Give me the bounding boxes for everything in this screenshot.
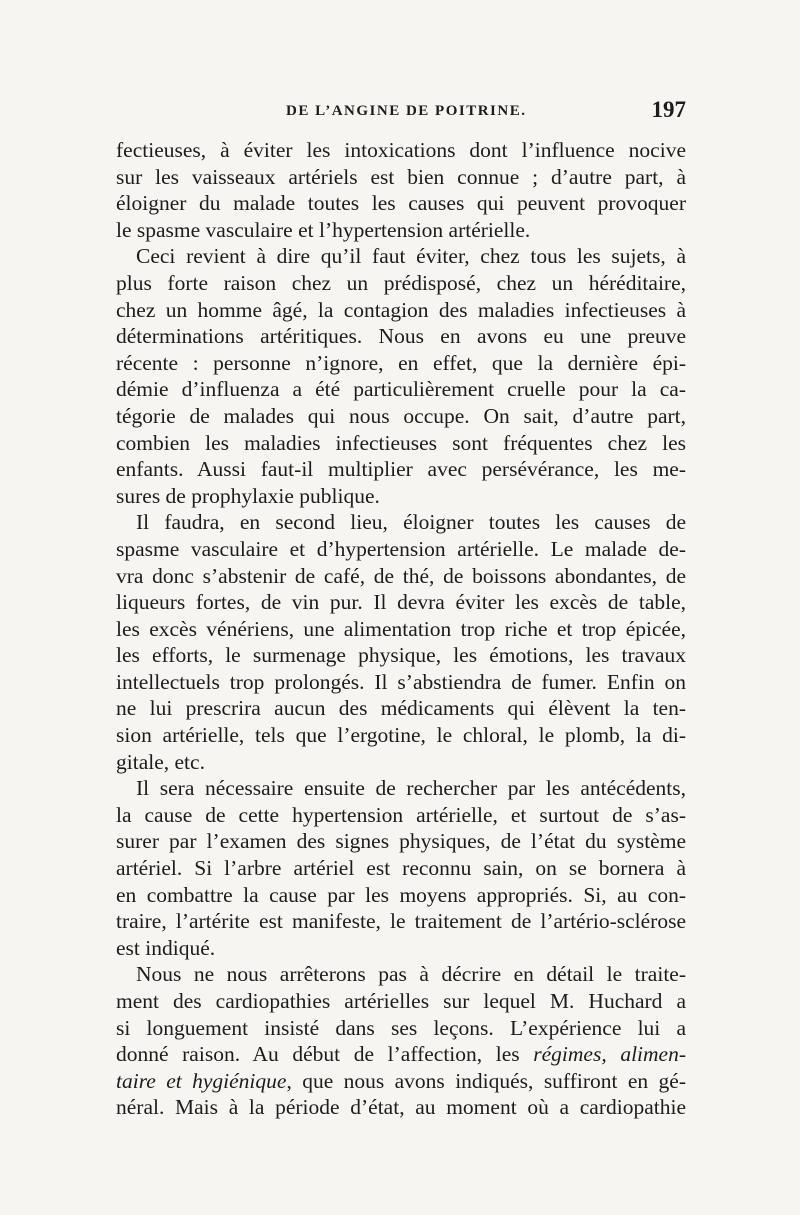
text-line: liqueurs fortes, de vin pur. Il devra éviter les excès de table,: [116, 590, 686, 615]
text-line: surer par l’examen des signes physiques, de l’état du système: [116, 829, 686, 854]
text-line: Nous ne nous arrêterons pas à décrire en détail le traite-: [136, 962, 686, 987]
text-line: est indiqué.: [116, 935, 216, 960]
text-line: ment des cardiopathies artérielles sur lequel M. Huchard a: [116, 989, 686, 1013]
text-line: en combattre la cause par les moyens appropriés. Si, au con-: [116, 882, 686, 907]
running-title: DE L’ANGINE DE POITRINE.: [286, 103, 527, 119]
body-text: [116, 137, 686, 1121]
text-line: sur les vaisseaux artériels est bien connue ; d’autre part, à: [116, 164, 686, 189]
text-line: si longuement insisté dans ses leçons. L’expérience lui a: [116, 1015, 686, 1040]
text-span: , que nous avons indiqués, suffiront en gé-: [286, 1068, 686, 1093]
text-line: Il faudra, en second lieu, éloigner toutes les causes de: [136, 510, 686, 535]
text-line: traire, l’artérite est manifeste, le traitement de l’artério-sclérose: [116, 909, 686, 934]
text-line: spasme vasculaire et d’hypertension artérielle. Le malade de-: [116, 536, 686, 561]
text-line: sures de prophylaxie publique.: [116, 483, 380, 508]
running-head: [116, 97, 686, 125]
text-line: déterminations artéritiques. Nous en avons eu une preuve: [116, 324, 686, 349]
text-line: plus forte raison chez un prédisposé, chez un héréditaire,: [116, 270, 686, 295]
text-line: récente : personne n’ignore, en effet, que la dernière épi-: [116, 350, 686, 375]
text-line: démie d’influenza a été particulièrement cruelle pour la ca-: [116, 377, 686, 402]
italic-text: régimes, alimen-: [533, 1042, 686, 1067]
text-line: le spasme vasculaire et l’hypertension artérielle.: [116, 217, 531, 242]
text-line: néral. Mais à la période d’état, au moment où a cardiopathie: [116, 1095, 686, 1120]
text-line: les efforts, le surmenage physique, les émotions, les travaux: [116, 643, 686, 668]
text-line: combien les maladies infectieuses sont fréquentes chez les: [116, 430, 686, 455]
text-line: chez un homme âgé, la contagion des maladies infectieuses à: [116, 297, 686, 322]
text-line: ne lui prescrira aucun des médicaments qui élèvent la ten-: [116, 696, 686, 721]
text-line: gitale, etc.: [116, 749, 205, 774]
text-line-mixed: [116, 1041, 686, 1068]
text-line-mixed: [116, 1068, 686, 1095]
italic-text: taire et hygiénique: [116, 1068, 287, 1093]
text-line: éloigner du malade toutes les causes qui peuvent provoquer: [116, 191, 686, 216]
text-line: les excès vénériens, une alimentation trop riche et trop épicée,: [116, 616, 686, 641]
page-number: 197: [651, 97, 686, 122]
text-line: vra donc s’abstenir de café, de thé, de boissons abondantes, de: [116, 563, 686, 588]
text-line: la cause de cette hypertension artérielle, et surtout de s’as-: [116, 802, 686, 827]
text-line: Il sera nécessaire ensuite de rechercher par les antécédents,: [136, 776, 686, 801]
text-line: tégorie de malades qui nous occupe. On sait, d’autre part,: [116, 403, 686, 428]
text-line: Ceci revient à dire qu’il faut éviter, chez tous les sujets, à: [136, 244, 686, 269]
text-line: fectieuses, à éviter les intoxications dont l’influence nocive: [116, 138, 686, 162]
text-line: intellectuels trop prolongés. Il s’abstiendra de fumer. Enfin on: [116, 669, 686, 694]
text-span: donné raison. Au début de l’affection, les: [116, 1042, 534, 1067]
text-line: artériel. Si l’arbre artériel est reconnu sain, on se bornera à: [116, 856, 686, 881]
text-line: sion artérielle, tels que l’ergotine, le chloral, le plomb, la di-: [116, 723, 686, 748]
text-line: enfants. Aussi faut-il multiplier avec persévérance, les me-: [116, 457, 686, 482]
